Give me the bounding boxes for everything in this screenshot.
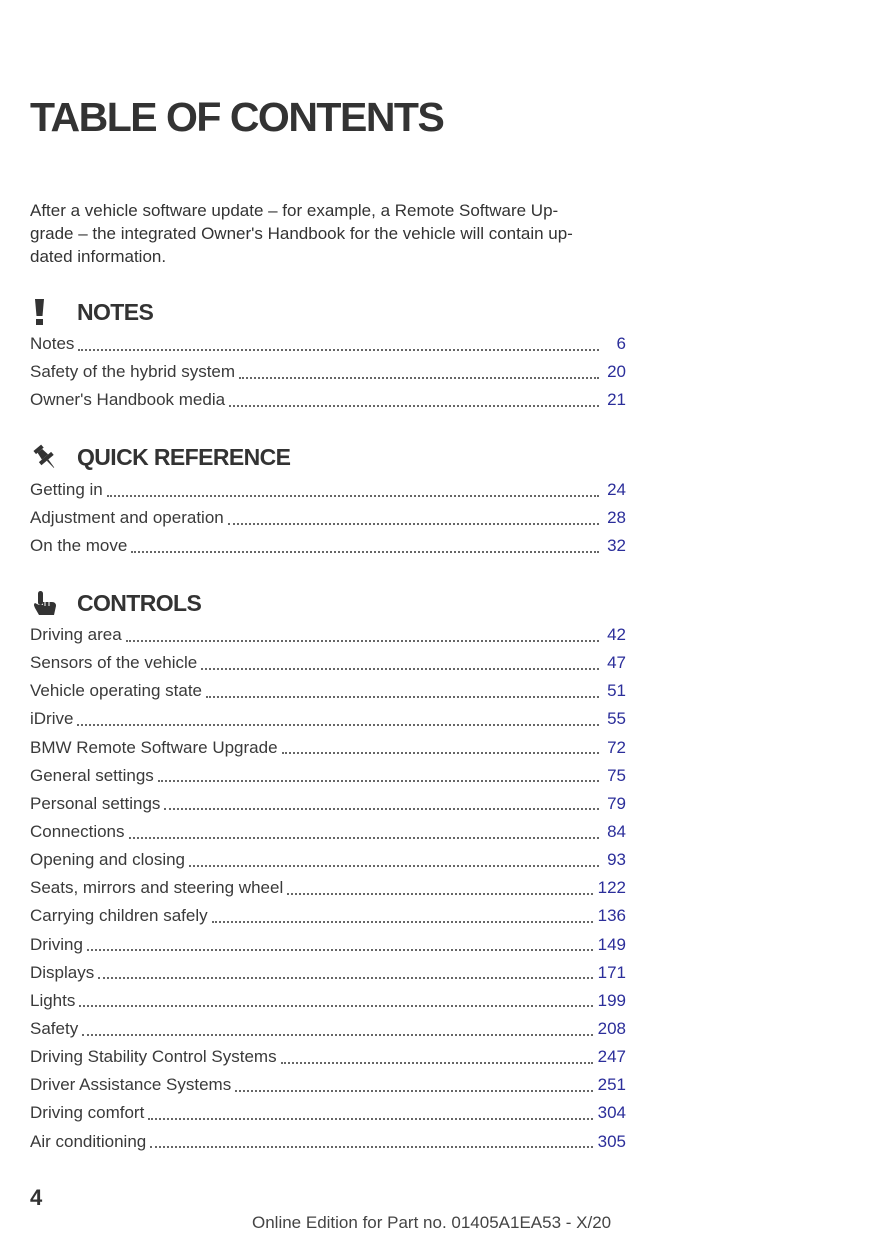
toc-entry-label: iDrive [30, 709, 74, 729]
toc-page-link[interactable]: 199 [597, 990, 626, 1010]
leader-dots [201, 667, 599, 670]
toc-page-link[interactable]: 122 [597, 878, 626, 898]
toc-entry-label: Owner's Handbook media [30, 390, 226, 410]
toc-entry[interactable] [30, 1071, 626, 1099]
toc-entry-label: Connections [30, 822, 125, 842]
toc-entry[interactable] [30, 677, 626, 705]
toc-page-link[interactable]: 20 [607, 362, 626, 382]
section-header-notes [30, 297, 153, 327]
leader-dots [79, 1004, 592, 1007]
toc-entry[interactable] [30, 1128, 626, 1156]
leader-dots [148, 1117, 592, 1120]
toc-entry-label: Driving comfort [30, 1103, 145, 1123]
leader-dots [189, 864, 599, 867]
toc-list-quick-reference [30, 476, 626, 560]
section-title: NOTES [77, 298, 154, 325]
leader-dots [158, 779, 599, 782]
toc-entry[interactable] [30, 386, 626, 414]
leader-dots [87, 948, 593, 951]
toc-entry[interactable] [30, 790, 626, 818]
toc-entry-label: Safety of the hybrid system [30, 362, 236, 382]
pushpin-icon [30, 442, 64, 472]
toc-entry-label: Driving area [30, 625, 122, 645]
section-title: CONTROLS [77, 589, 202, 616]
toc-page-link[interactable]: 55 [607, 709, 626, 729]
toc-entry-label: Driving Stability Control Systems [30, 1047, 277, 1067]
toc-entry[interactable] [30, 1099, 626, 1127]
toc-list-controls [30, 621, 626, 1156]
toc-page-link[interactable]: 84 [607, 822, 626, 842]
leader-dots [129, 836, 599, 839]
toc-page-link[interactable]: 72 [607, 737, 626, 757]
section-header-controls [30, 588, 201, 618]
toc-entry-label: Safety [30, 1019, 79, 1039]
page-title: TABLE OF CONTENTS [30, 94, 444, 140]
toc-page-link[interactable]: 21 [607, 390, 626, 410]
intro-line: dated information. [30, 247, 167, 266]
toc-entry-label: Driving [30, 934, 83, 954]
leader-dots [282, 751, 599, 754]
toc-page-link[interactable]: 93 [607, 850, 626, 870]
toc-entry-label: Sensors of the vehicle [30, 653, 198, 673]
toc-entry[interactable] [30, 705, 626, 733]
toc-page-link[interactable]: 251 [597, 1075, 626, 1095]
toc-entry[interactable] [30, 1015, 626, 1043]
toc-page-link[interactable]: 79 [607, 793, 626, 813]
toc-page-link[interactable]: 32 [607, 536, 626, 556]
leader-dots [82, 1033, 592, 1036]
leader-dots [78, 348, 599, 351]
toc-entry-label: Notes [30, 334, 75, 354]
toc-entry-label: Displays [30, 962, 95, 982]
toc-entry[interactable] [30, 846, 626, 874]
toc-entry-label: Adjustment and operation [30, 508, 224, 528]
toc-page-link[interactable]: 47 [607, 653, 626, 673]
toc-entry[interactable] [30, 874, 626, 902]
toc-entry[interactable] [30, 818, 626, 846]
toc-entry[interactable] [30, 987, 626, 1015]
leader-dots [212, 920, 593, 923]
leader-dots [131, 550, 599, 553]
leader-dots [77, 723, 599, 726]
toc-entry[interactable] [30, 959, 626, 987]
leader-dots [150, 1145, 592, 1148]
toc-entry[interactable] [30, 762, 626, 790]
leader-dots [229, 404, 599, 407]
toc-entry-label: General settings [30, 765, 154, 785]
leader-dots [164, 807, 599, 810]
toc-page-link[interactable]: 171 [597, 962, 626, 982]
exclamation-icon [30, 297, 64, 327]
toc-page-link[interactable]: 247 [597, 1047, 626, 1067]
leader-dots [206, 695, 599, 698]
toc-entry[interactable] [30, 330, 626, 358]
toc-entry-label: Opening and closing [30, 850, 186, 870]
toc-entry-label: Personal settings [30, 793, 161, 813]
toc-entry[interactable] [30, 532, 626, 560]
toc-entry-label: Getting in [30, 480, 103, 500]
intro-line: grade – the integrated Owner's Handbook for the vehicle will contain up- [30, 224, 573, 243]
leader-dots [281, 1061, 593, 1064]
leader-dots [107, 494, 599, 497]
toc-page-link[interactable]: 24 [607, 480, 626, 500]
toc-page-link[interactable]: 6 [616, 334, 626, 354]
section-title: QUICK REFERENCE [77, 443, 291, 470]
toc-list-notes [30, 330, 626, 414]
toc-page-link[interactable]: 208 [597, 1019, 626, 1039]
toc-entry-label: Driver Assistance Systems [30, 1075, 232, 1095]
toc-page-link[interactable]: 51 [607, 681, 626, 701]
toc-page-link[interactable]: 136 [597, 906, 626, 926]
toc-entry[interactable] [30, 902, 626, 930]
toc-entry[interactable] [30, 504, 626, 532]
toc-page-link[interactable]: 42 [607, 625, 626, 645]
footer-edition: Online Edition for Part no. 01405A1EA53 - X/20 [252, 1213, 612, 1232]
toc-page-link[interactable]: 305 [597, 1131, 626, 1151]
leader-dots [98, 976, 592, 979]
toc-entry[interactable] [30, 358, 626, 386]
toc-entry-label: Lights [30, 990, 76, 1010]
toc-page-link[interactable]: 304 [597, 1103, 626, 1123]
leader-dots [239, 376, 599, 379]
leader-dots [126, 639, 599, 642]
toc-entry-label: Vehicle operating state [30, 681, 203, 701]
leader-dots [235, 1089, 592, 1092]
toc-page-link[interactable]: 75 [607, 765, 626, 785]
toc-entry[interactable] [30, 649, 626, 677]
leader-dots [228, 522, 599, 525]
toc-entry-label: Air conditioning [30, 1131, 147, 1151]
intro-text [30, 199, 630, 268]
page-number: 4 [30, 1185, 43, 1210]
toc-page-link[interactable]: 28 [607, 508, 626, 528]
toc-entry-label: BMW Remote Software Upgrade [30, 737, 278, 757]
toc-entry-label: Seats, mirrors and steering wheel [30, 878, 284, 898]
toc-entry[interactable] [30, 621, 626, 649]
pointing-hand-icon [30, 588, 64, 618]
toc-entry-label: On the move [30, 536, 128, 556]
toc-entry[interactable] [30, 931, 626, 959]
toc-page-link[interactable]: 149 [597, 934, 626, 954]
intro-line: After a vehicle software update – for example, a Remote Software Up- [30, 201, 559, 220]
leader-dots [287, 892, 592, 895]
section-header-quick-reference [30, 442, 290, 472]
toc-entry[interactable] [30, 734, 626, 762]
toc-entry[interactable] [30, 476, 626, 504]
toc-entry[interactable] [30, 1043, 626, 1071]
toc-entry-label: Carrying children safely [30, 906, 208, 926]
